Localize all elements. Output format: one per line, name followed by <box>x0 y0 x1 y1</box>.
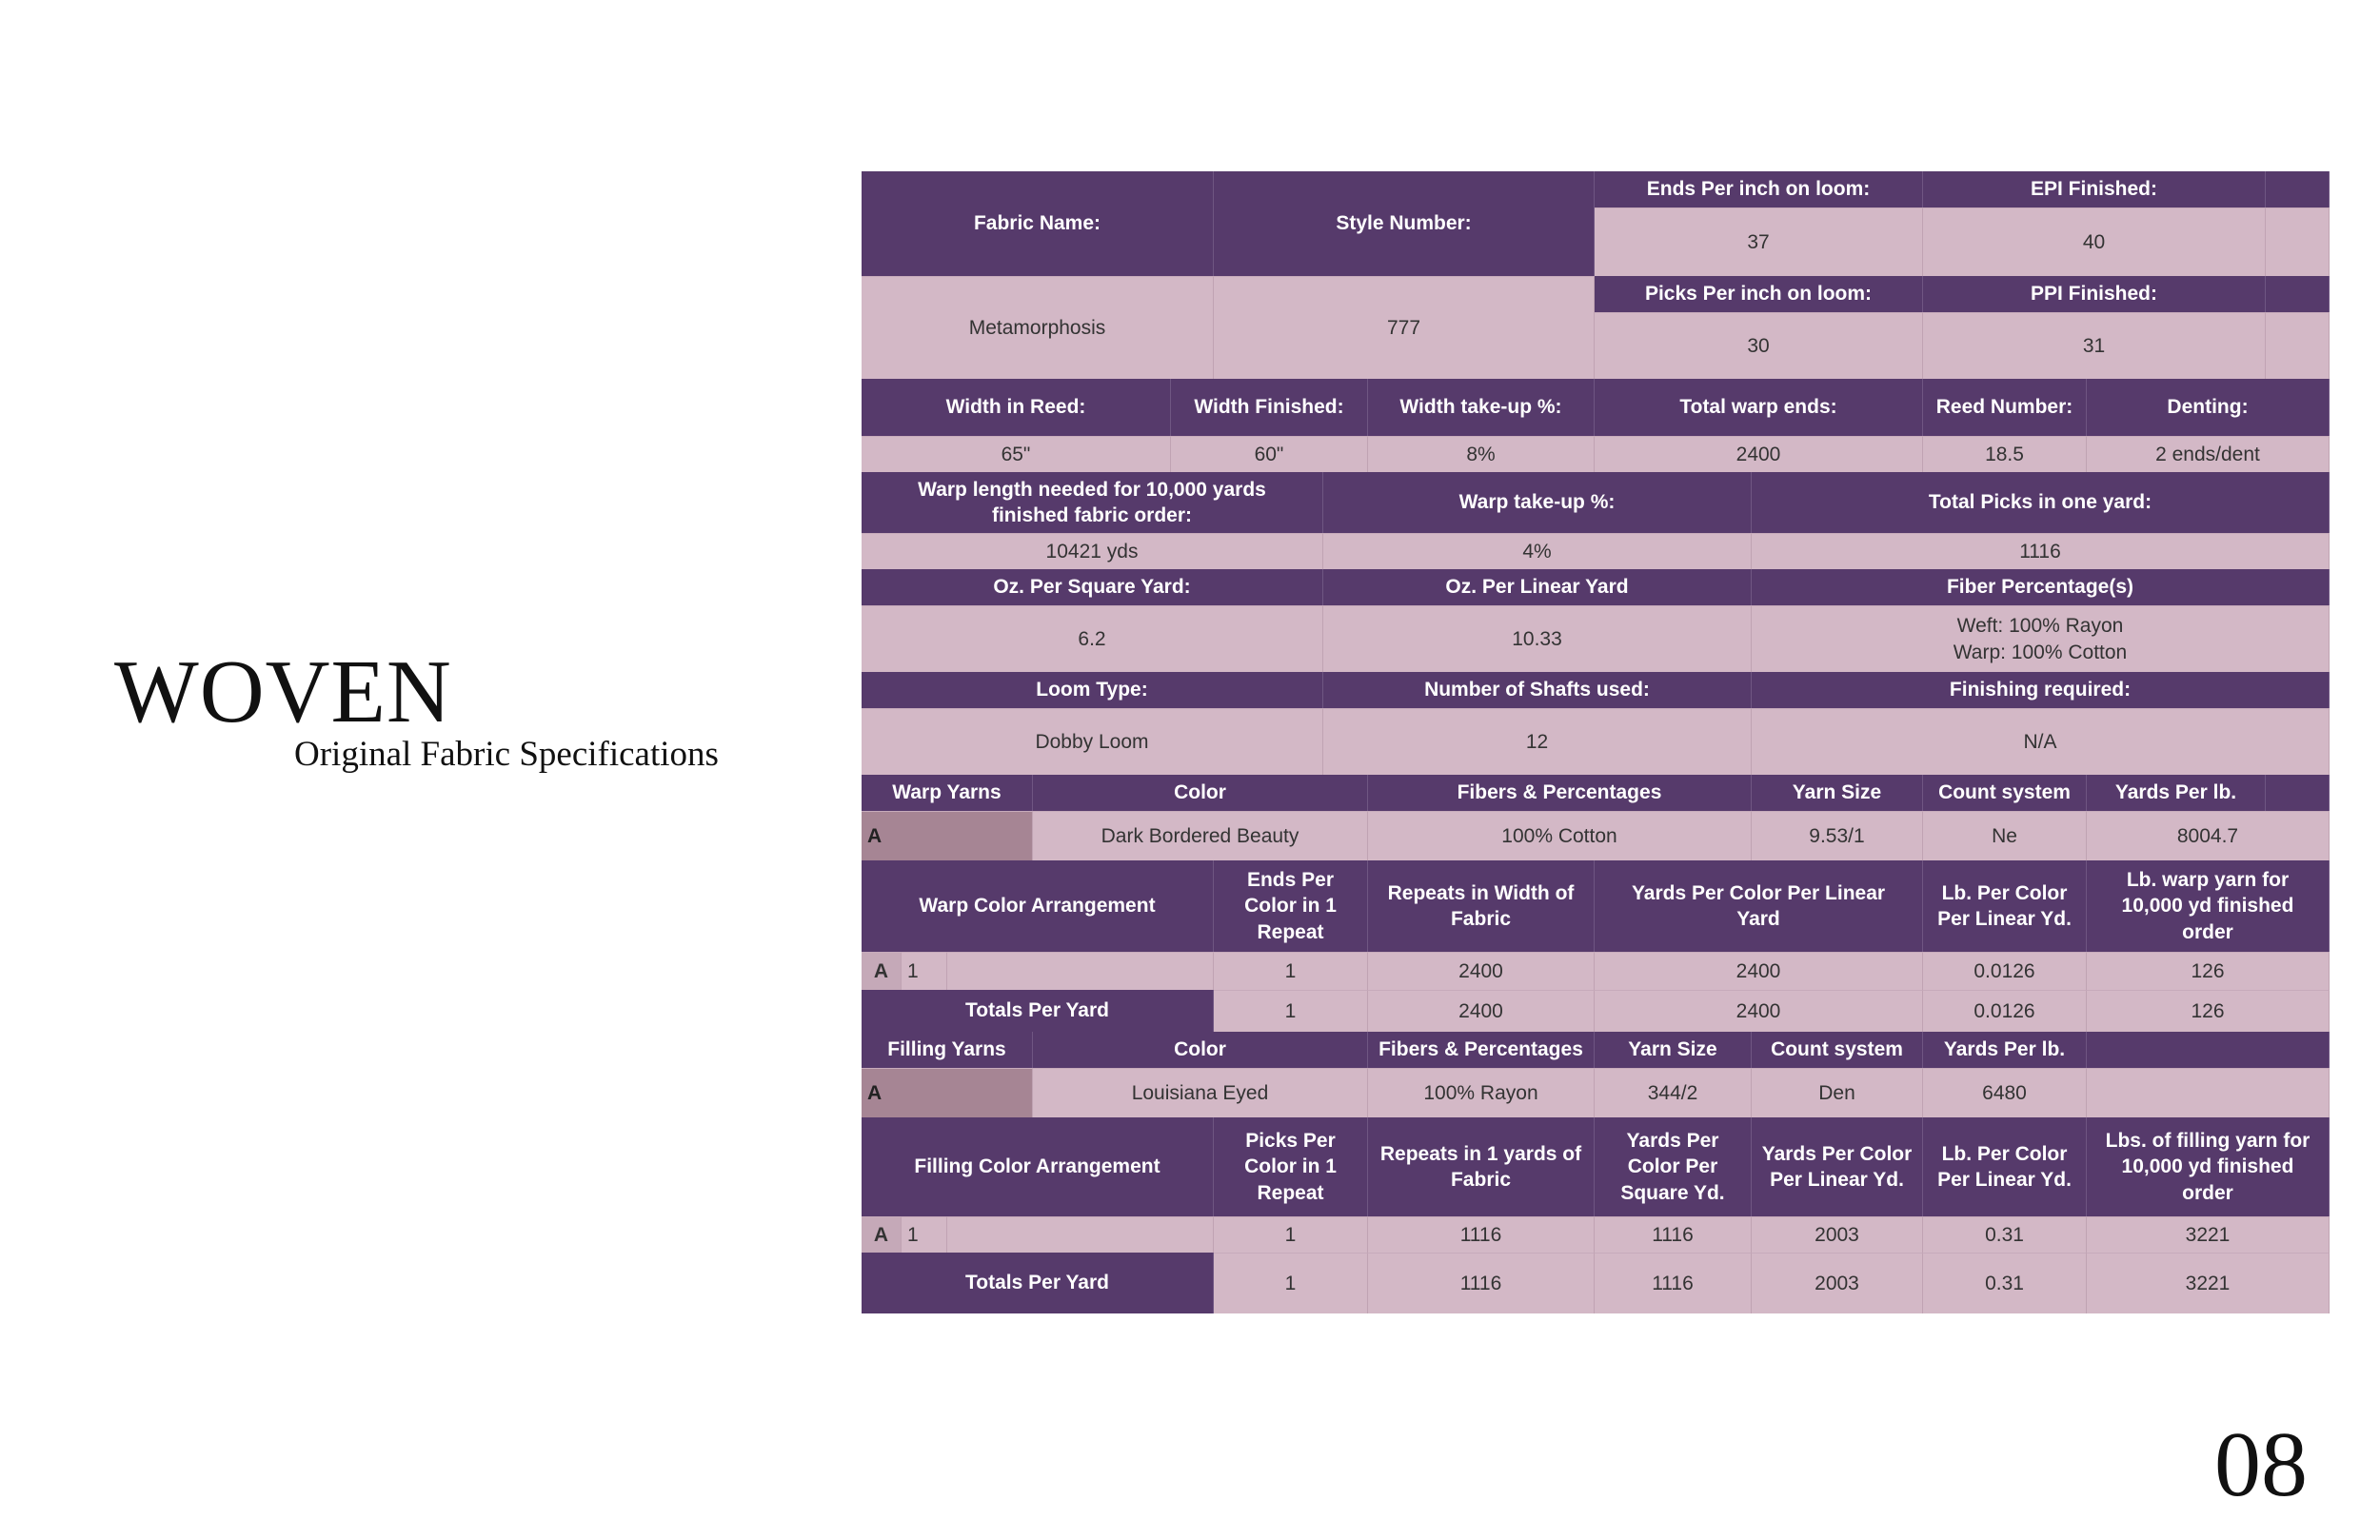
finishing-value: N/A <box>1752 708 2330 775</box>
filling-arr-count: 1 <box>902 1216 947 1253</box>
filling-yarn-swatch: A <box>862 1068 1033 1117</box>
fabric-name-value: Metamorphosis <box>862 276 1214 379</box>
warp-lb-header: Lb. Per Color Per Linear Yd. <box>1923 860 2087 952</box>
filling-arr-ypl: 2003 <box>1752 1216 1923 1253</box>
warp-arr-ends: 1 <box>1214 952 1368 990</box>
total-warp-value: 2400 <box>1595 436 1923 472</box>
filling-arr-lb: 0.31 <box>1923 1216 2087 1253</box>
ppi-loom-value: 30 <box>1595 312 1923 379</box>
fiber-percentage-value <box>1752 605 2330 672</box>
style-number-label: Style Number: <box>1214 171 1595 276</box>
warp-arr-count: 1 <box>902 952 947 990</box>
value-filler <box>2266 312 2330 379</box>
filling-yarn-system: Den <box>1752 1068 1923 1117</box>
warp-yarn-swatch: A <box>862 811 1033 860</box>
page-subtitle: Original Fabric Specifications <box>294 735 719 774</box>
filling-yarn-size: 344/2 <box>1595 1068 1752 1117</box>
epi-finished-label: EPI Finished: <box>1923 171 2266 207</box>
filling-totals-ypsq: 1116 <box>1595 1253 1752 1313</box>
filling-arr-ypsq: 1116 <box>1595 1216 1752 1253</box>
filling-totals-label: Totals Per Yard <box>862 1253 1214 1313</box>
filling-arr-repeats: 1116 <box>1368 1216 1595 1253</box>
page-number: 08 <box>2214 1413 2308 1516</box>
epi-loom-label: Ends Per inch on loom: <box>1595 171 1923 207</box>
oz-square-value: 6.2 <box>862 605 1323 672</box>
fabric-name-label: Fabric Name: <box>862 171 1214 276</box>
filling-totals-lb10k: 3221 <box>2087 1253 2330 1313</box>
shafts-value: 12 <box>1323 708 1752 775</box>
warp-fibers-header: Fibers & Percentages <box>1368 775 1752 811</box>
filling-totals-picks: 1 <box>1214 1253 1368 1313</box>
warp-totals-repeats: 2400 <box>1368 990 1595 1032</box>
width-reed-label: Width in Reed: <box>862 379 1171 436</box>
oz-square-label: Oz. Per Square Yard: <box>862 569 1323 605</box>
ppi-loom-label: Picks Per inch on loom: <box>1595 276 1923 312</box>
warp-length-label: Warp length needed for 10,000 yards finished fabric order: <box>862 472 1323 533</box>
warp-totals-ends: 1 <box>1214 990 1368 1032</box>
warp-length-value: 10421 yds <box>862 533 1323 569</box>
shafts-label: Number of Shafts used: <box>1323 672 1752 708</box>
warp-lb10k-header: Lb. warp yarn for 10,000 yd finished order <box>2087 860 2330 952</box>
filling-totals-repeats: 1116 <box>1368 1253 1595 1313</box>
filling-arr-id: A <box>862 1216 902 1253</box>
value-filler <box>2087 1068 2330 1117</box>
warp-totals-lb: 0.0126 <box>1923 990 2087 1032</box>
filling-repeats-header: Repeats in 1 yards of Fabric <box>1368 1117 1595 1216</box>
warp-yarn-ypl: 8004.7 <box>2087 811 2330 860</box>
warp-takeup-value: 4% <box>1323 533 1752 569</box>
warp-arr-spacer <box>947 952 1214 990</box>
filling-totals-lb: 0.31 <box>1923 1253 2087 1313</box>
filling-color-header: Color <box>1033 1032 1368 1068</box>
warp-arrangement-header: Warp Color Arrangement <box>862 860 1214 952</box>
filling-system-header: Count system <box>1752 1032 1923 1068</box>
filling-ypsq-header: Yards Per Color Per Square Yd. <box>1595 1117 1752 1216</box>
warp-arr-id: A <box>862 952 902 990</box>
finishing-label: Finishing required: <box>1752 672 2330 708</box>
filling-ypl-header: Yards Per lb. <box>1923 1032 2087 1068</box>
filling-yarn-ypl: 6480 <box>1923 1068 2087 1117</box>
filling-fibers-header: Fibers & Percentages <box>1368 1032 1595 1068</box>
warp-repeats-header: Repeats in Width of Fabric <box>1368 860 1595 952</box>
ppi-finished-value: 31 <box>1923 312 2266 379</box>
loom-type-label: Loom Type: <box>862 672 1323 708</box>
warp-arr-repeats: 2400 <box>1368 952 1595 990</box>
header-filler <box>2266 171 2330 207</box>
filling-size-header: Yarn Size <box>1595 1032 1752 1068</box>
warp-system-header: Count system <box>1923 775 2087 811</box>
filling-arr-spacer <box>947 1216 1214 1253</box>
reed-number-label: Reed Number: <box>1923 379 2087 436</box>
width-reed-value: 65" <box>862 436 1171 472</box>
filling-arr-lb10k: 3221 <box>2087 1216 2330 1253</box>
warp-ypl-header: Yards Per lb. <box>2087 775 2266 811</box>
width-takeup-label: Width take-up %: <box>1368 379 1595 436</box>
warp-yarn-system: Ne <box>1923 811 2087 860</box>
filling-yarns-header: Filling Yarns <box>862 1032 1033 1068</box>
total-picks-label: Total Picks in one yard: <box>1752 472 2330 533</box>
warp-yarn-color: Dark Bordered Beauty <box>1033 811 1368 860</box>
warp-color-header: Color <box>1033 775 1368 811</box>
filling-ypl-arr-header: Yards Per Color Per Linear Yd. <box>1752 1117 1923 1216</box>
warp-totals-lb10k: 126 <box>2087 990 2330 1032</box>
epi-finished-value: 40 <box>1923 207 2266 276</box>
header-filler <box>2087 1032 2330 1068</box>
warp-arr-lb10k: 126 <box>2087 952 2330 990</box>
fiber-percentage-label: Fiber Percentage(s) <box>1752 569 2330 605</box>
epi-loom-value: 37 <box>1595 207 1923 276</box>
warp-totals-ypc: 2400 <box>1595 990 1923 1032</box>
fabric-spec-sheet <box>862 171 2330 1313</box>
value-filler <box>2266 207 2330 276</box>
warp-ends-header: Ends Per Color in 1 Repeat <box>1214 860 1368 952</box>
warp-ypc-header: Yards Per Color Per Linear Yard <box>1595 860 1923 952</box>
width-finished-label: Width Finished: <box>1171 379 1368 436</box>
loom-type-value: Dobby Loom <box>862 708 1323 775</box>
warp-yarn-size: 9.53/1 <box>1752 811 1923 860</box>
filling-lb10k-header: Lbs. of filling yarn for 10,000 yd finished order <box>2087 1117 2330 1216</box>
page-title: WOVEN <box>114 642 452 741</box>
warp-yarns-header: Warp Yarns <box>862 775 1033 811</box>
filling-yarn-fibers: 100% Rayon <box>1368 1068 1595 1117</box>
header-filler <box>2266 276 2330 312</box>
denting-label: Denting: <box>2087 379 2330 436</box>
filling-arr-picks: 1 <box>1214 1216 1368 1253</box>
width-finished-value: 60" <box>1171 436 1368 472</box>
fiber-warp: Warp: 100% Cotton <box>1953 641 2128 663</box>
width-takeup-value: 8% <box>1368 436 1595 472</box>
header-filler <box>2266 775 2330 811</box>
style-number-value: 777 <box>1214 276 1595 379</box>
total-warp-label: Total warp ends: <box>1595 379 1923 436</box>
warp-yarn-fibers: 100% Cotton <box>1368 811 1752 860</box>
warp-arr-lb: 0.0126 <box>1923 952 2087 990</box>
warp-takeup-label: Warp take-up %: <box>1323 472 1752 533</box>
denting-value: 2 ends/dent <box>2087 436 2330 472</box>
filling-lb-header: Lb. Per Color Per Linear Yd. <box>1923 1117 2087 1216</box>
total-picks-value: 1116 <box>1752 533 2330 569</box>
filling-picks-header: Picks Per Color in 1 Repeat <box>1214 1117 1368 1216</box>
reed-number-value: 18.5 <box>1923 436 2087 472</box>
oz-linear-label: Oz. Per Linear Yard <box>1323 569 1752 605</box>
warp-totals-label: Totals Per Yard <box>862 990 1214 1032</box>
fiber-weft: Weft: 100% Rayon <box>1956 615 2124 638</box>
filling-arrangement-header: Filling Color Arrangement <box>862 1117 1214 1216</box>
filling-yarn-color: Louisiana Eyed <box>1033 1068 1368 1117</box>
filling-totals-ypl: 2003 <box>1752 1253 1923 1313</box>
warp-size-header: Yarn Size <box>1752 775 1923 811</box>
warp-arr-ypc: 2400 <box>1595 952 1923 990</box>
oz-linear-value: 10.33 <box>1323 605 1752 672</box>
ppi-finished-label: PPI Finished: <box>1923 276 2266 312</box>
